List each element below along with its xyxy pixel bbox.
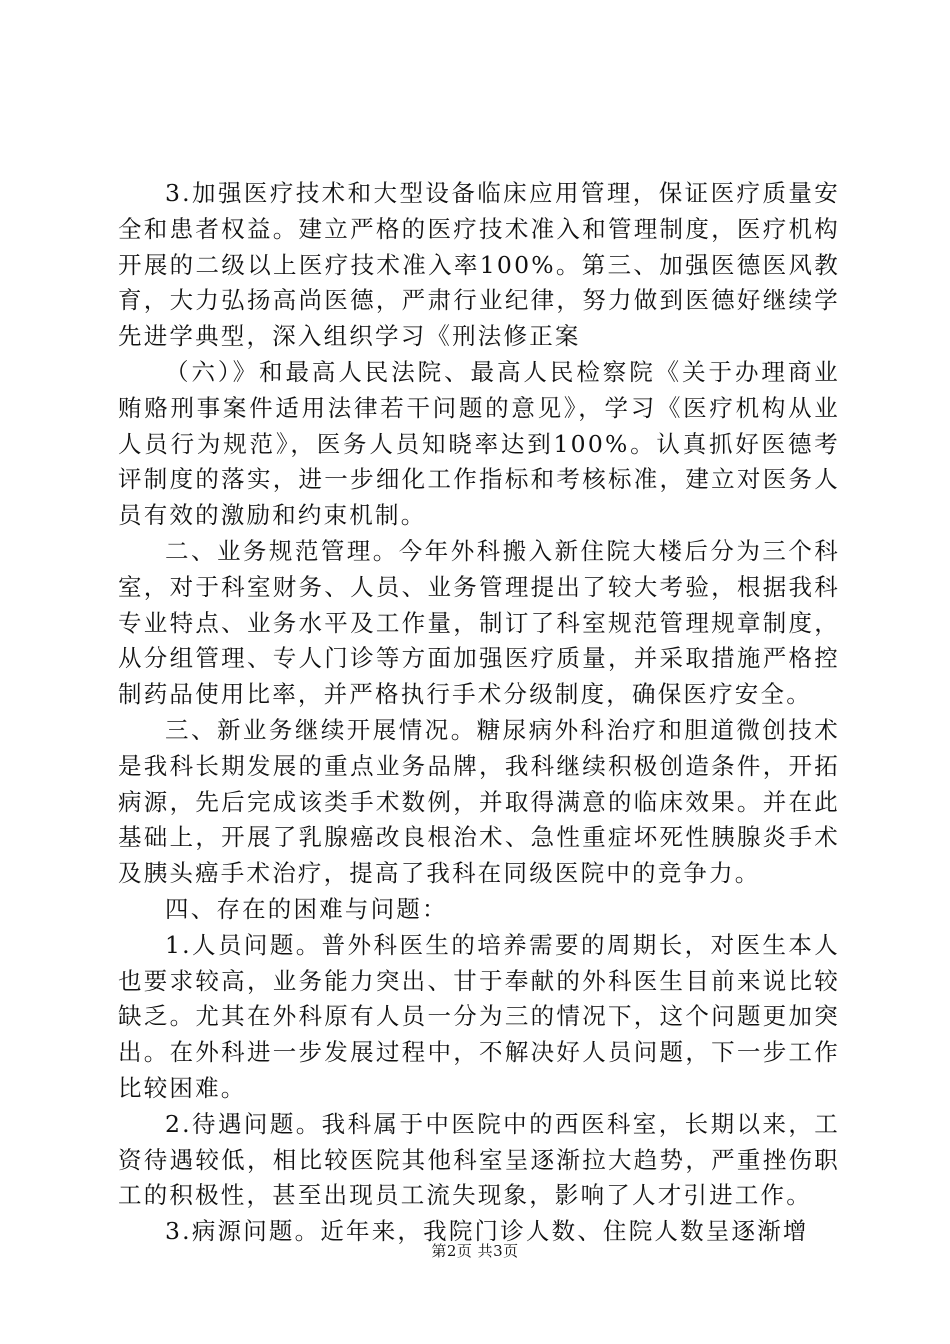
- paragraph-pay-problem: 2.待遇问题。我科属于中医院中的西医科室，长期以来，工资待遇较低，相比较医院其他科室呈逐渐拉大趋势，严重挫伤职工的积极性，甚至出现员工流失现象，影响了人才引进工作。: [118, 1109, 840, 1210]
- paragraph-patient-source-problem: 3.病源问题。近年来，我院门诊人数、住院人数呈逐渐增: [165, 1217, 809, 1246]
- paragraph-business-management: 二、业务规范管理。今年外科搬入新住院大楼后分为三个科室，对于科室财务、人员、业务管理提出了较大考验，根据我科专业特点、业务水平及工作量，制订了科室规范管理规章制度，从分组管理、专人门诊等方面加强医疗质量，并采取措施严格控制药品使用比率，并严格执行手术分级制度，确保医疗安全。: [118, 536, 840, 709]
- paragraph-medical-tech: 3.加强医疗技术和大型设备临床应用管理，保证医疗质量安全和患者权益。建立严格的医疗技术准入和管理制度，医疗机构开展的二级以上医疗技术准入率100%。第三、加强医德医风教育，大力弘扬高尚医德，严肃行业纪律，努力做到医德好继续学先进学典型，深入组织学习《刑法修正案: [118, 179, 840, 351]
- paragraph-new-business: 三、新业务继续开展情况。糖尿病外科治疗和胆道微创技术是我科长期发展的重点业务品牌，我科继续积极创造条件，开拓病源，先后完成该类手术数例，并取得满意的临床效果。并在此基础上，开展了乳腺癌改良根治术、急性重症坏死性胰腺炎手术及胰头癌手术治疗，提高了我科在同级医院中的竞争力。: [118, 715, 840, 888]
- paragraph-staff-problem: 1.人员问题。普外科医生的培养需要的周期长，对医生本人也要求较高，业务能力突出、甘于奉献的外科医生目前来说比较缺乏。尤其在外科原有人员一分为三的情况下，这个问题更加突出。在外科进一步发展过程中，不解决好人员问题，下一步工作比较困难。: [118, 930, 840, 1102]
- paragraph-problems-heading: 四、存在的困难与问题：: [165, 894, 448, 923]
- page-number-footer: 第2页 共3页: [431, 1242, 519, 1260]
- paragraph-criminal-law: （六）》和最高人民法院、最高人民检察院《关于办理商业贿赂刑事案件适用法律若干问题的意见》，学习《医疗机构从业人员行为规范》，医务人员知晓率达到100%。认真抓好医德考评制度的落实，进一步细化工作指标和考核标准，建立对医务人员有效的激励和约束机制。: [118, 357, 840, 530]
- document-body: [118, 176, 840, 1250]
